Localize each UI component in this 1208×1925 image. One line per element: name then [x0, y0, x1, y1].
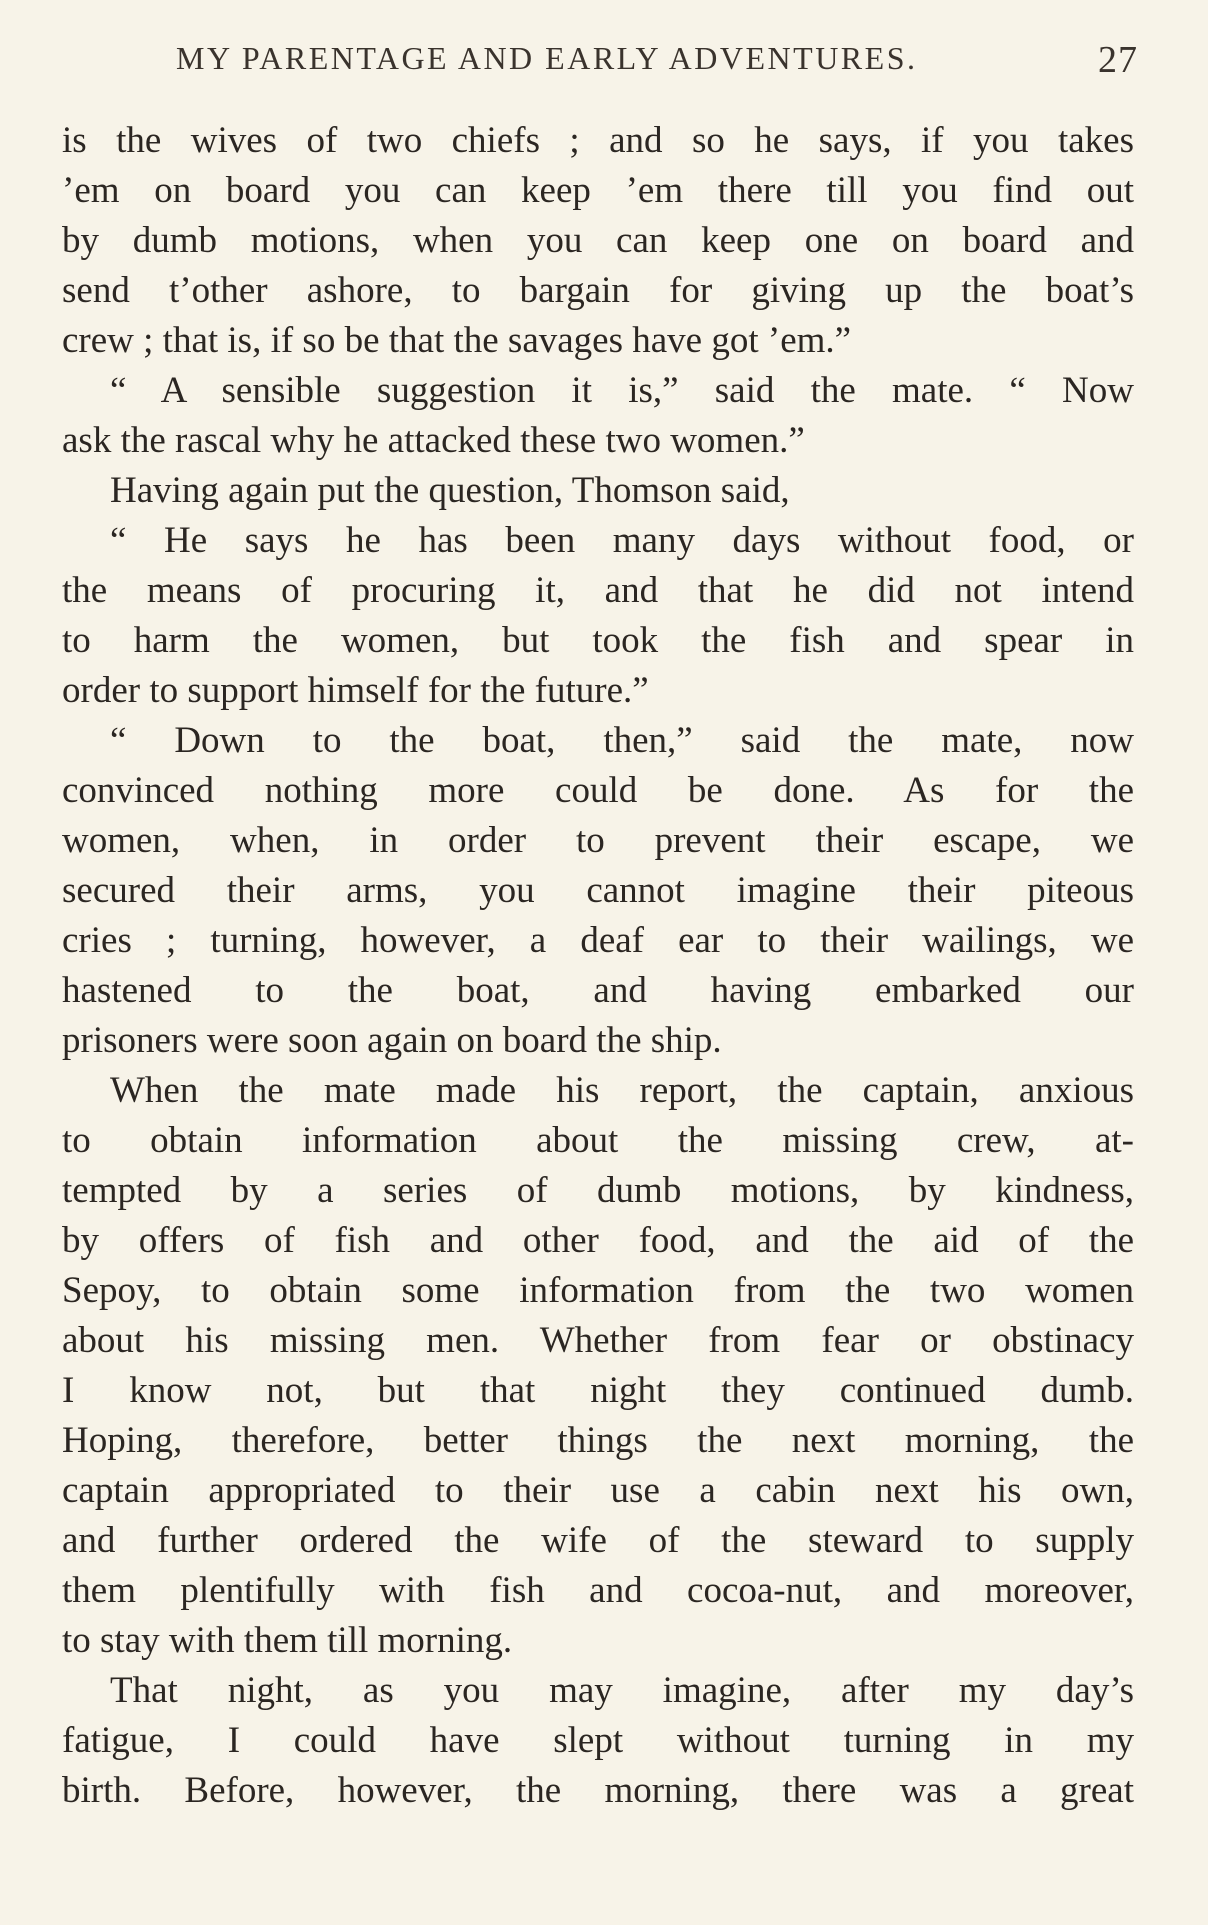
text-line: That night, as you may imagine, after my day’s [110, 1670, 1134, 1711]
running-head [176, 40, 1138, 90]
text-line: is the wives of two chiefs ; and so he says, if you takes [62, 120, 1134, 161]
text-line: to harm the women, but took the fish and spear in [62, 620, 1134, 661]
text-line: convinced nothing more could be done. As for the [62, 770, 1134, 811]
text-line: women, when, in order to prevent their escape, we [62, 820, 1134, 861]
text-line: them plentifully with fish and cocoa-nut, and moreover, [62, 1570, 1134, 1611]
text-line: by dumb motions, when you can keep one on board and [62, 220, 1134, 261]
text-line: I know not, but that night they continued dumb. [62, 1370, 1134, 1411]
text-line: the means of procuring it, and that he did not intend [62, 570, 1134, 611]
text-line: by offers of fish and other food, and the aid of the [62, 1220, 1134, 1261]
text-line: birth. Before, however, the morning, there was a great [62, 1770, 1134, 1811]
page-number: 27 [1098, 39, 1138, 81]
text-line: “ Down to the boat, then,” said the mate, now [110, 720, 1134, 761]
text-line: tempted by a series of dumb motions, by kindness, [62, 1170, 1134, 1211]
text-line: Hoping, therefore, better things the next morning, the [62, 1420, 1134, 1461]
text-line: cries ; turning, however, a deaf ear to their wailings, we [62, 920, 1134, 961]
text-line: about his missing men. Whether from fear or obstinacy [62, 1320, 1134, 1361]
text-line: Having again put the question, Thomson said, [110, 470, 790, 511]
text-line: “ He says he has been many days without food, or [110, 520, 1134, 561]
text-line: order to support himself for the future.” [62, 670, 649, 711]
text-line: crew ; that is, if so be that the savages have got ’em.” [62, 320, 852, 361]
text-line: to obtain information about the missing crew, at- [62, 1120, 1134, 1161]
text-line: prisoners were soon again on board the ship. [62, 1020, 722, 1061]
text-line: hastened to the boat, and having embarked our [62, 970, 1134, 1011]
text-line: ask the rascal why he attacked these two women.” [62, 420, 805, 461]
text-line: to stay with them till morning. [62, 1620, 513, 1661]
running-head-title: MY PARENTAGE AND EARLY ADVENTURES. [176, 40, 918, 76]
text-line: captain appropriated to their use a cabin next his own, [62, 1470, 1134, 1511]
text-line: secured their arms, you cannot imagine their piteous [62, 870, 1134, 911]
text-line: When the mate made his report, the captain, anxious [110, 1070, 1134, 1111]
text-line: and further ordered the wife of the steward to supply [62, 1520, 1134, 1561]
text-line: ’em on board you can keep ’em there till you find out [62, 170, 1134, 211]
text-line: “ A sensible suggestion it is,” said the mate. “ Now [110, 370, 1134, 411]
text-line: fatigue, I could have slept without turning in my [62, 1720, 1134, 1761]
text-line: Sepoy, to obtain some information from the two women [62, 1270, 1134, 1311]
text-line: send t’other ashore, to bargain for giving up the boat’s [62, 270, 1134, 311]
body-text [62, 116, 1134, 1816]
